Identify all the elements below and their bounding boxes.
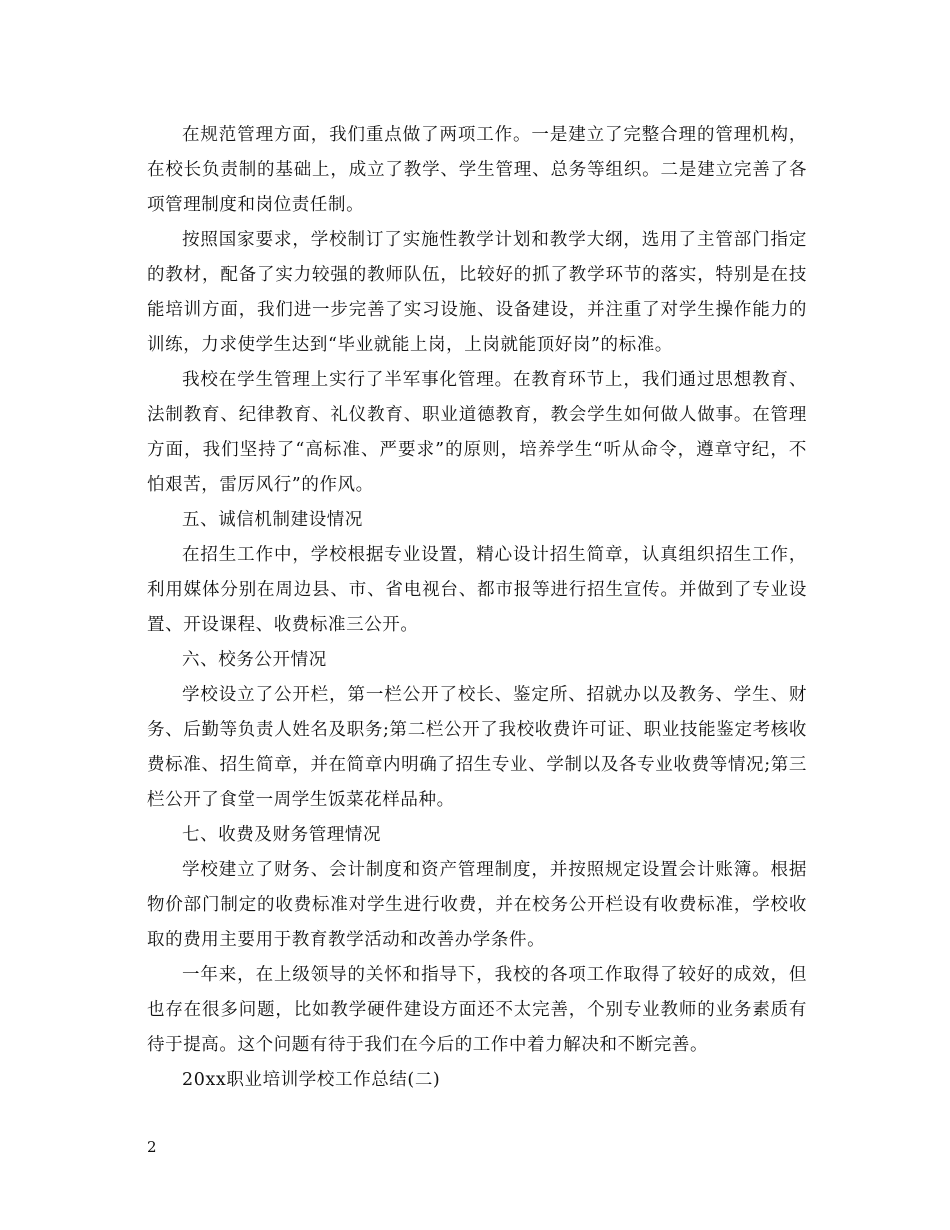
section-heading-finance: 七、收费及财务管理情况	[182, 825, 382, 845]
document-body	[147, 118, 807, 1098]
paragraph-enrollment: 在招生工作中，学校根据专业设置，精心设计招生简章，认真组织招生工作，利用媒体分别在周边县、市、省电视台、都市报等进行招生宣传。并做到了专业设置、开设课程、收费标准三公开。	[147, 545, 807, 635]
paragraph-student-management: 我校在学生管理上实行了半军事化管理。在教育环节上，我们通过思想教育、法制教育、纪律教育、礼仪教育、职业道德教育，教会学生如何做人做事。在管理方面，我们坚持了“高标准、严要求”的原则，培养学生“听从命令，遵章守纪，不怕艰苦，雷厉风行”的作风。	[147, 370, 807, 495]
paragraph-management: 在规范管理方面，我们重点做了两项工作。一是建立了完整合理的管理机构，在校长负责制的基础上，成立了教学、学生管理、总务等组织。二是建立完善了各项管理制度和岗位责任制。	[147, 125, 807, 215]
paragraph-finance: 学校建立了财务、会计制度和资产管理制度，并按照规定设置会计账簿。根据物价部门制定的收费标准对学生进行收费，并在校务公开栏设有收费标准，学校收取的费用主要用于教育教学活动和改善办学条件。	[147, 860, 807, 950]
section-heading-school-affairs: 六、校务公开情况	[182, 650, 327, 670]
page-number: 2	[147, 1138, 157, 1156]
document-subtitle: 20xx职业培训学校工作总结(二)	[182, 1070, 441, 1090]
paragraph-conclusion: 一年来，在上级领导的关怀和指导下，我校的各项工作取得了较好的成效，但也存在很多问题，比如教学硬件建设方面还不太完善，个别专业教师的业务素质有待于提高。这个问题有待于我们在今后的工作中着力解决和不断完善。	[147, 965, 807, 1055]
paragraph-teaching: 按照国家要求，学校制订了实施性教学计划和教学大纲，选用了主管部门指定的教材，配备了实力较强的教师队伍，比较好的抓了教学环节的落实，特别是在技能培训方面，我们进一步完善了实习设施、设备建设，并注重了对学生操作能力的训练，力求使学生达到“毕业就能上岗，上岗就能顶好岗”的标准。	[147, 230, 807, 355]
section-heading-integrity: 五、诚信机制建设情况	[182, 510, 363, 530]
paragraph-bulletin-board: 学校设立了公开栏，第一栏公开了校长、鉴定所、招就办以及教务、学生、财务、后勤等负责人姓名及职务;第二栏公开了我校收费许可证、职业技能鉴定考核收费标准、招生简章，并在简章内明确了招生专业、学制以及各专业收费等情况;第三栏公开了食堂一周学生饭菜花样品种。	[147, 685, 807, 810]
